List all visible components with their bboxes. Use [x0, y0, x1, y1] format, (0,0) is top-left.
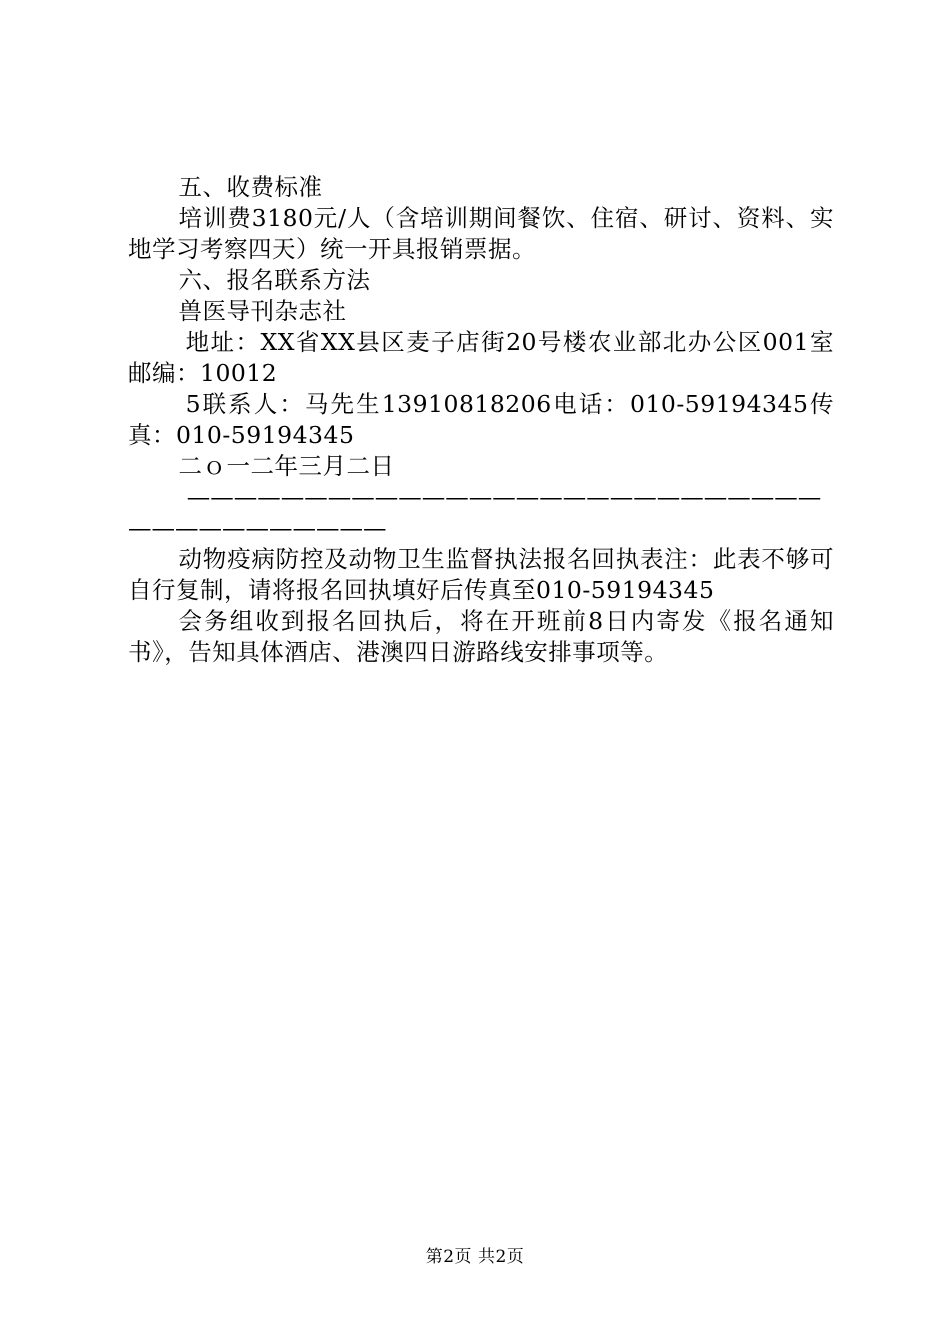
page-number-footer: 第2页 共2页 [425, 1247, 525, 1267]
fee-description: 培训费3180元/人（含培训期间餐饮、住宿、研讨、资料、实地学习考察四天）统一开具报销票据。 [128, 204, 834, 263]
contact-line: 5联系人：马先生13910818206电话：010-59194345传真：010-59194345 [128, 390, 834, 449]
document-body [128, 172, 834, 668]
registration-form-note: 动物疫病防控及动物卫生监督执法报名回执表注：此表不够可自行复制，请将报名回执填好后传真至010-59194345 [128, 545, 834, 604]
separator-line: —————————————————————————————————————— [128, 483, 822, 542]
organizer-name: 兽医导刊杂志社 [178, 297, 347, 325]
document-date: 二ｏ一二年三月二日 [178, 452, 395, 480]
notification-info: 会务组收到报名回执后，将在开班前8日内寄发《报名通知书》，告知具体酒店、港澳四日游路线安排事项等。 [128, 607, 834, 666]
address-line: 地址：XX省XX县区麦子店街20号楼农业部北办公区001室邮编：10012 [128, 328, 834, 387]
section-heading-fees: 五、收费标准 [178, 173, 323, 201]
section-heading-contact: 六、报名联系方法 [178, 266, 371, 294]
